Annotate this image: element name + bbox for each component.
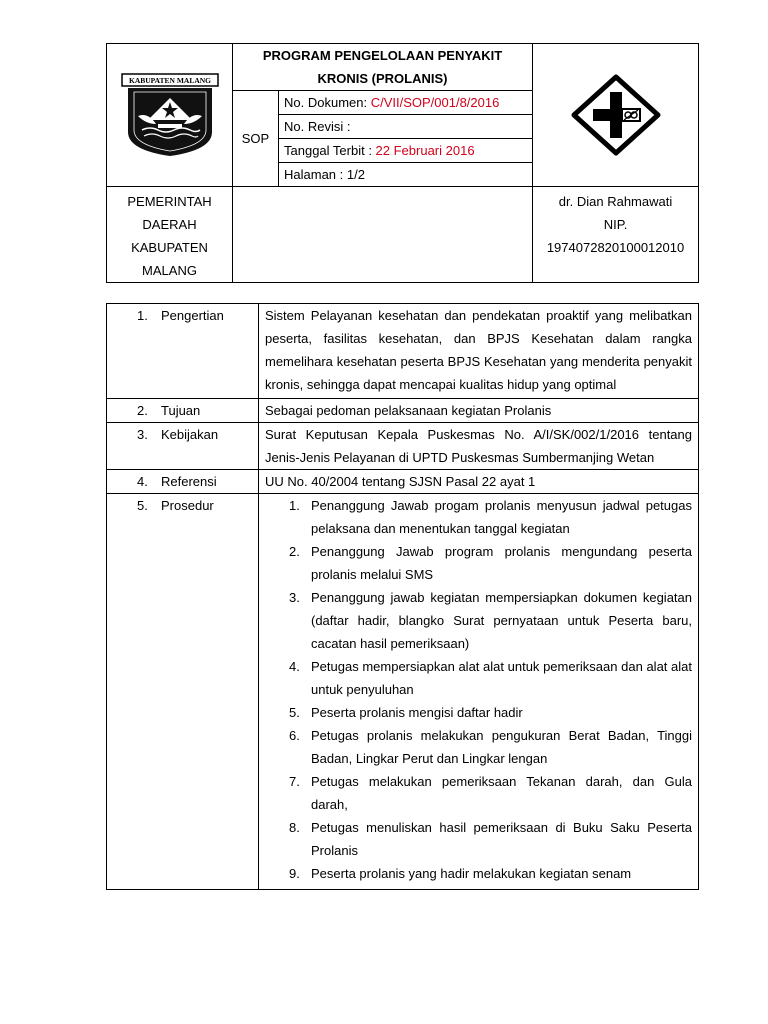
step-number: 2. (289, 544, 300, 559)
procedure-step (265, 540, 692, 586)
section-label-cell (107, 494, 259, 890)
issue-date-value: 22 Februari 2016 (375, 143, 475, 158)
puskesmas-cross-emblem-icon (571, 74, 661, 156)
section-row-reference (107, 470, 699, 494)
procedure-step (265, 494, 692, 540)
section-label-cell (107, 399, 259, 423)
section-content-cell (259, 470, 699, 494)
section-text: Surat Keputusan Kepala Puskesmas No. A/I/SK/002/1/2016 tentang Jenis-Jenis Pelayanan di UPTD Puskesmas Sumbermanjing Wetan (265, 427, 692, 465)
section-content-cell (259, 304, 699, 399)
procedure-step (265, 724, 692, 770)
step-number: 9. (289, 866, 300, 881)
section-number: 4. (137, 474, 148, 489)
step-text: Petugas mempersiapkan alat alat untuk pemeriksaan dan alat alat untuk penyuluhan (311, 659, 692, 697)
procedure-step (265, 701, 692, 724)
step-text: Petugas melakukan pemeriksaan Tekanan darah, dan Gula darah, (311, 774, 692, 812)
organization-cell (107, 187, 233, 283)
sop-title-cell (233, 44, 533, 91)
procedure-step (265, 816, 692, 862)
sop-title-line2: KRONIS (PROLANIS) (317, 71, 448, 86)
signature-space-cell (233, 187, 533, 283)
section-label: Prosedur (161, 498, 214, 513)
org-line-3: KABUPATEN (131, 240, 208, 255)
section-label: Referensi (161, 474, 217, 489)
step-number: 6. (289, 728, 300, 743)
section-label-cell (107, 304, 259, 399)
sop-title-line1: PROGRAM PENGELOLAAN PENYAKIT (262, 48, 503, 63)
section-content-cell (259, 423, 699, 470)
section-row-procedure (107, 494, 699, 890)
revision-number-cell (279, 115, 533, 139)
kabupaten-malang-logo-cell (107, 44, 233, 187)
section-label: Pengertian (161, 308, 224, 323)
section-content-cell (259, 399, 699, 423)
section-text: UU No. 40/2004 tentang SJSN Pasal 22 ayat 1 (265, 474, 536, 489)
step-number: 5. (289, 705, 300, 720)
step-text: Penanggung Jawab progam prolanis menyusun jadwal petugas pelaksana dan menentukan tanggal kegiatan (311, 498, 692, 536)
section-row-purpose (107, 399, 699, 423)
step-text: Petugas prolanis melakukan pengukuran Berat Badan, Tinggi Badan, Lingkar Perut dan Lingkar lengan (311, 728, 692, 766)
signer-cell (533, 187, 699, 283)
revision-number-label: No. Revisi : (284, 119, 351, 134)
section-text: Sistem Pelayanan kesehatan dan pendekatan proaktif yang melibatkan peserta, fasilitas kesehatan, dan BPJS Kesehatan dalam rangka memelihara kesehatan peserta BPJS Kesehatan yang menderita penyakit kronis, sehingga dapat mencapai kualitas hidup yang optimal (265, 308, 692, 392)
section-label: Tujuan (161, 403, 201, 418)
org-line-2: DAERAH (142, 217, 197, 232)
page-number-label: Halaman : 1/2 (284, 167, 365, 182)
section-row-definition (107, 304, 699, 399)
sop-content-table (106, 303, 699, 890)
procedure-step (265, 862, 692, 885)
procedure-step (265, 655, 692, 701)
step-text: Penanggung Jawab program prolanis mengundang peserta prolanis melalui SMS (311, 544, 692, 582)
section-text: Sebagai pedoman pelaksanaan kegiatan Prolanis (265, 403, 552, 418)
signer-name: dr. Dian Rahmawati (558, 194, 673, 209)
org-line-1: PEMERINTAH (127, 194, 212, 209)
step-number: 8. (289, 820, 300, 835)
logo-banner-text: KABUPATEN MALANG (128, 76, 211, 85)
section-row-policy (107, 423, 699, 470)
puskesmas-logo-cell (533, 44, 699, 187)
document-number-value: C/VII/SOP/001/8/2016 (370, 95, 500, 110)
page-number-cell (279, 163, 533, 187)
section-label-cell (107, 470, 259, 494)
step-number: 7. (289, 774, 300, 789)
procedure-step (265, 770, 692, 816)
step-number: 1. (289, 498, 300, 513)
section-label-cell (107, 423, 259, 470)
step-text: Penanggung jawab kegiatan mempersiapkan dokumen kegiatan (daftar hadir, blangko Surat pernyataan untuk Peserta baru, cacatan hasil pemeriksaan) (311, 590, 692, 651)
document-number-cell (279, 91, 533, 115)
section-number: 5. (137, 498, 148, 513)
section-label: Kebijakan (161, 427, 219, 442)
sop-label-cell (233, 91, 279, 187)
section-number: 2. (137, 403, 148, 418)
issue-date-label: Tanggal Terbit : (284, 143, 376, 158)
step-text: Peserta prolanis mengisi daftar hadir (311, 705, 523, 720)
step-number: 3. (289, 590, 300, 605)
signer-nip: 197407282010001201​0 (546, 240, 685, 255)
document-number-label: No. Dokumen: (284, 95, 371, 110)
section-number: 3. (137, 427, 148, 442)
section-number: 1. (137, 308, 148, 323)
issue-date-cell (279, 139, 533, 163)
step-number: 4. (289, 659, 300, 674)
step-text: Peserta prolanis yang hadir melakukan kegiatan senam (311, 866, 632, 881)
org-line-4: MALANG (142, 263, 197, 278)
procedure-list (265, 494, 692, 885)
procedure-step (265, 586, 692, 655)
sop-label: SOP (241, 131, 270, 146)
sop-header-table (106, 43, 699, 283)
step-text: Petugas menuliskan hasil pemeriksaan di Buku Saku Peserta Prolanis (311, 820, 692, 858)
signer-nip-label: NIP. (603, 217, 628, 232)
procedure-steps-cell (259, 494, 699, 890)
kabupaten-malang-emblem-icon (118, 72, 222, 158)
